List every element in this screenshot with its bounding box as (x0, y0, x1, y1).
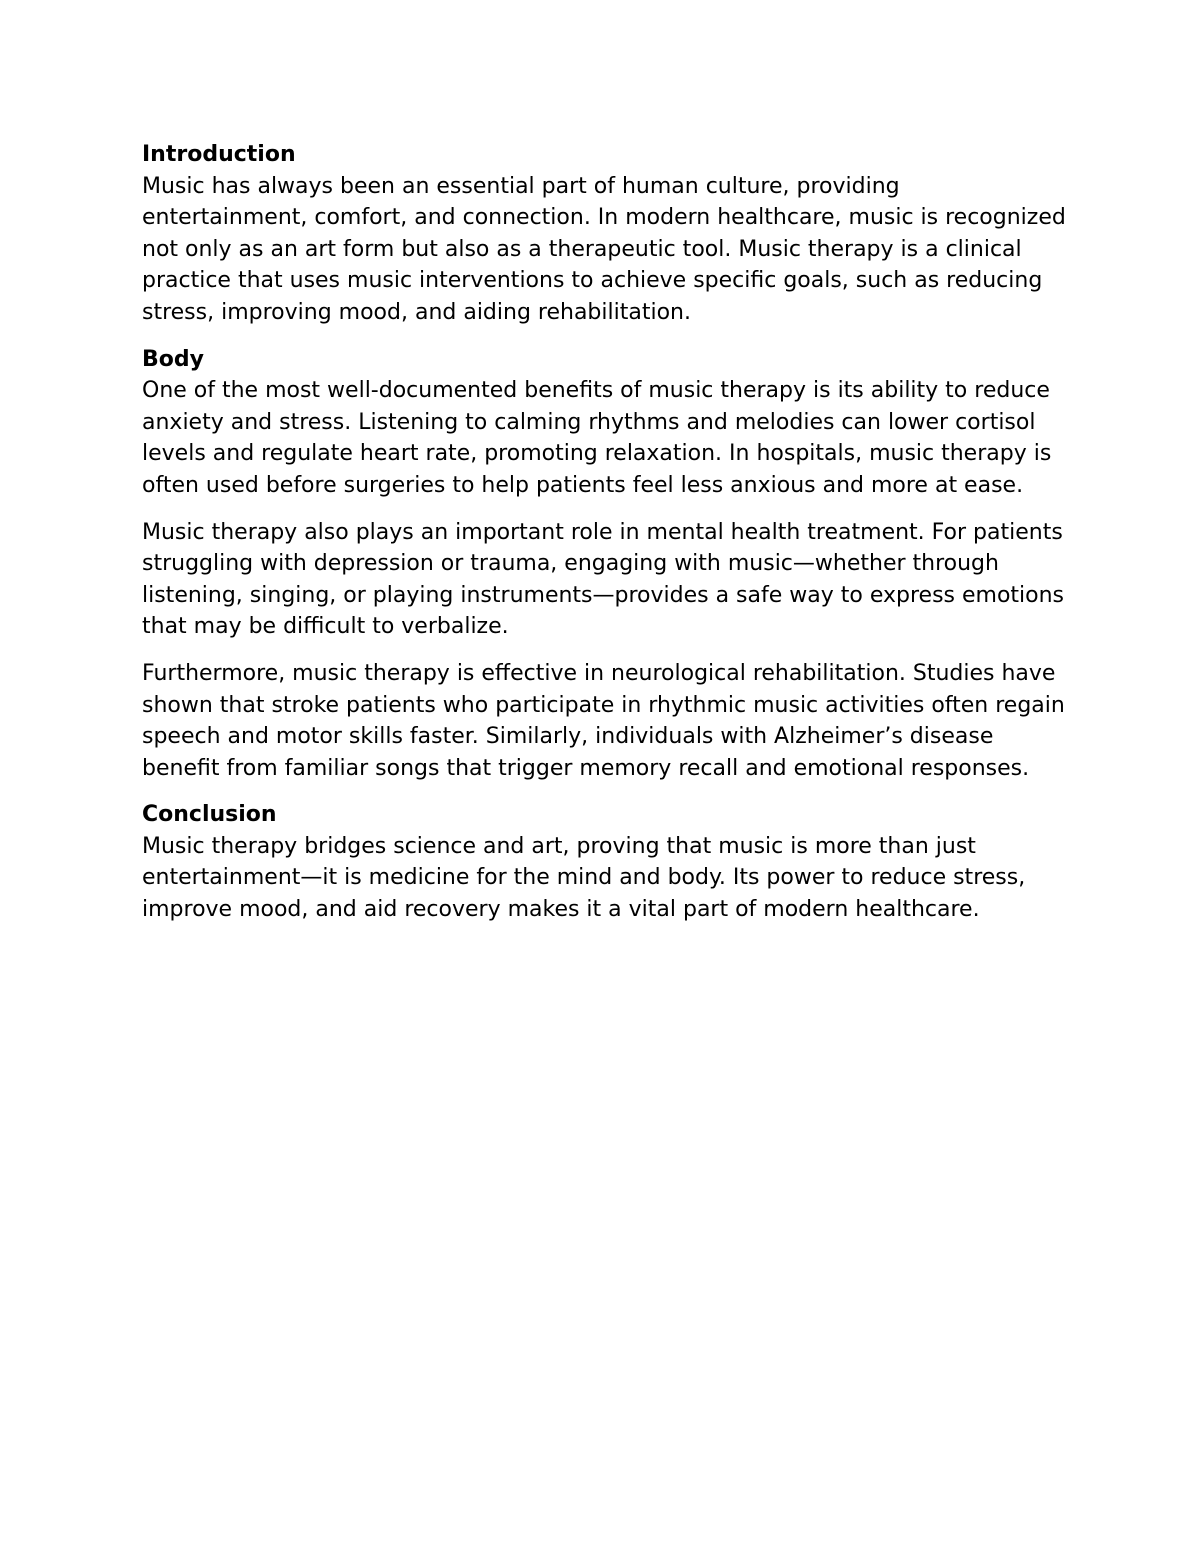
section-heading: Introduction (142, 142, 296, 167)
paragraph: Furthermore, music therapy is effective in neurological rehabilitation. Studies have shown that stroke patients who participate in rhythmic music activities often regain speech and motor skills faster. Similarly, individuals with Alzheimer’s disease benefit from familiar songs that trigger memory recall and emotional responses. (142, 660, 1065, 781)
section-heading: Body (142, 346, 204, 372)
section-introduction (142, 139, 1067, 329)
paragraph: Music therapy also plays an important role in mental health treatment. For patients struggling with depression or trauma, engaging with music—whether through listening, singing, or playing instruments—provides a safe way to express emotions that may be difficult to verbalize. (142, 519, 1065, 640)
paragraph: Music has always been an essential part of human culture, providing entertainment, comfort, and connection. In modern healthcare, music is recognized not only as an art form but also as a therapeutic tool. Music therapy is a clinical practice that uses music interventions to achieve specific goals, such as reducing stress, improving mood, and aiding rehabilitation. (142, 173, 1066, 325)
section-heading: Conclusion (142, 802, 277, 828)
section-body (142, 344, 1067, 785)
section-conclusion (142, 799, 1067, 925)
document-page (142, 139, 1067, 941)
paragraph: Music therapy bridges science and art, proving that music is more than just entertainment—it is medicine for the mind and body. Its power to reduce stress, improve mood, and aid recovery makes it a vital part of modern healthcare. (142, 833, 1026, 923)
paragraph: One of the most well-documented benefits of music therapy is its ability to reduce anxiety and stress. Listening to calming rhythms and melodies can lower cortisol levels and regulate heart rate, promoting relaxation. In hospitals, music therapy is often used before surgeries to help patients feel less anxious and more at ease. (142, 378, 1052, 498)
